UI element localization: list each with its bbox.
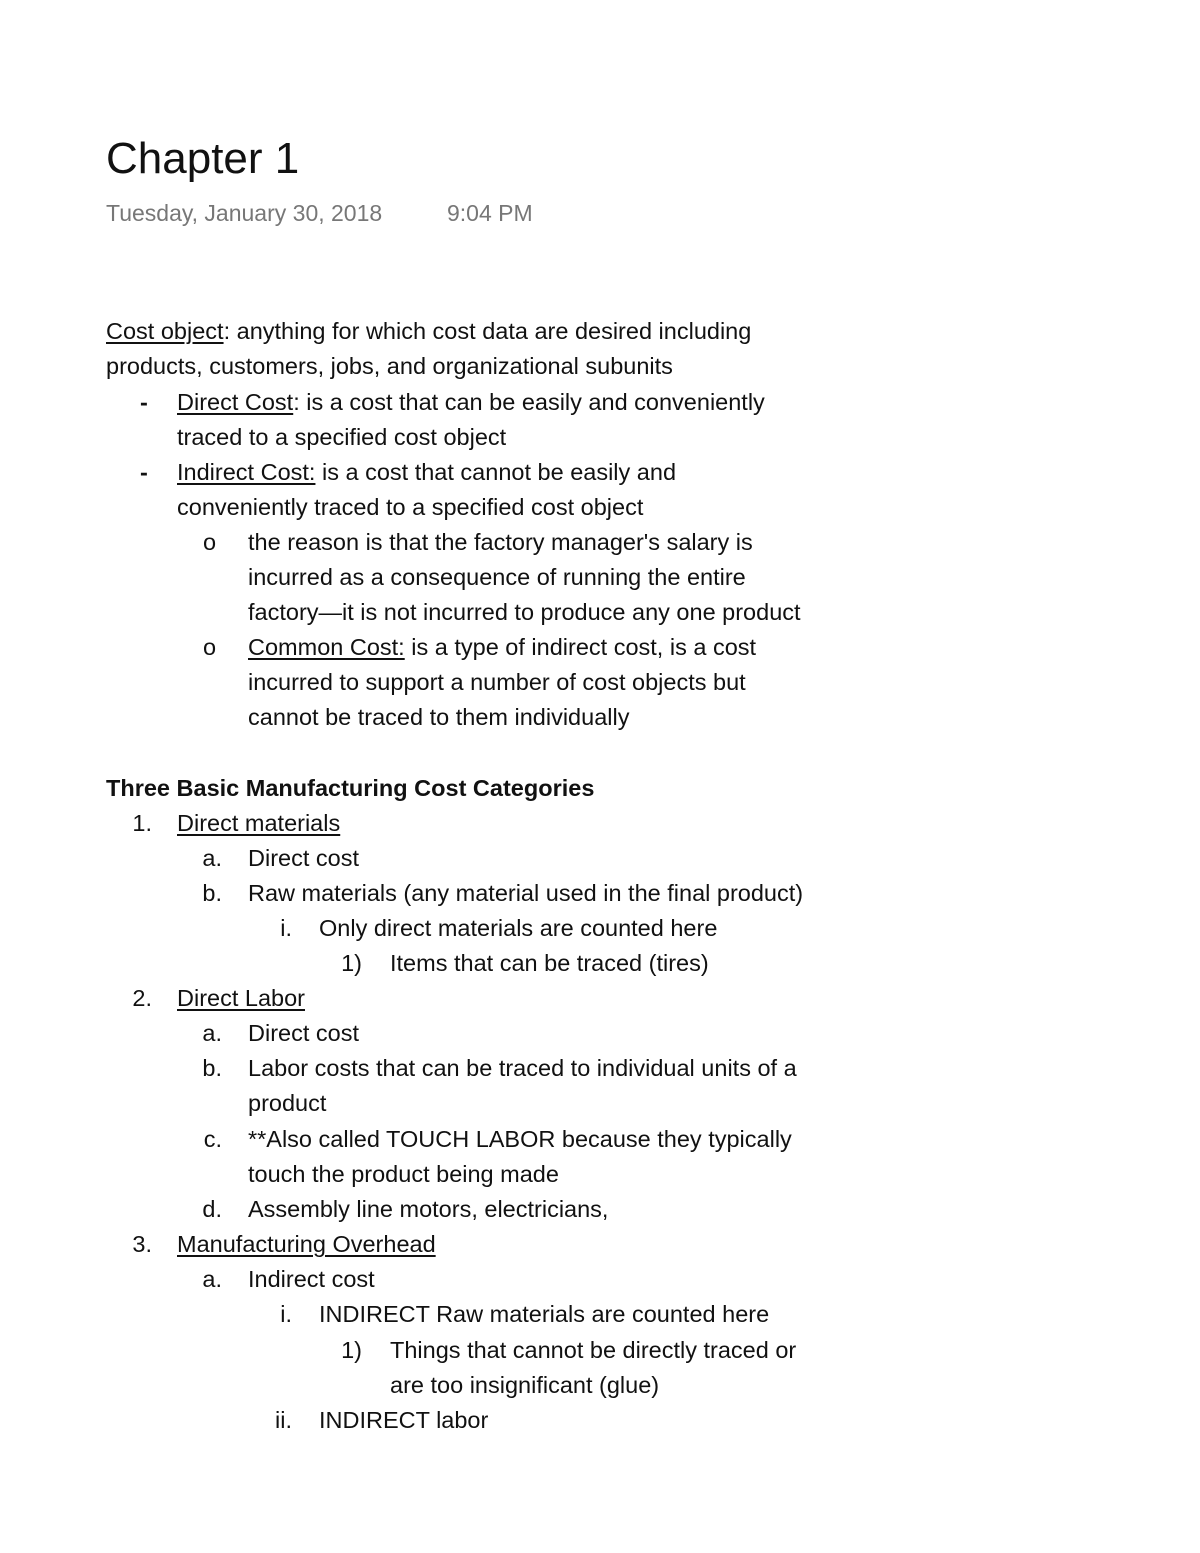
cost-object-line-2: products, customers, jobs, and organizational subunits (106, 353, 673, 379)
list-number: 1. (132, 810, 152, 836)
reason-line-1: the reason is that the factory manager's salary is (248, 529, 753, 555)
direct-cost-line-1 (177, 386, 765, 418)
overhead-item-1-line-2: are too insignificant (glue) (390, 1372, 660, 1398)
direct-cost-definition: : is a cost that can be easily and conveniently (293, 389, 765, 415)
indirect-cost-definition: is a cost that cannot be easily and (315, 459, 677, 485)
direct-materials-item-b: Raw materials (any material used in the final product) (248, 880, 804, 906)
list-paren-number: 1) (341, 1337, 362, 1363)
common-cost-line-3: cannot be traced to them individually (248, 704, 630, 730)
direct-labor-label: Direct Labor (177, 985, 305, 1011)
overhead-item-1-line-1: Things that cannot be directly traced or (390, 1337, 797, 1363)
list-letter: d. (202, 1196, 222, 1222)
reason-line-2: incurred as a consequence of running the entire (248, 564, 746, 590)
common-cost-line-1 (248, 631, 756, 663)
overhead-item-a: Indirect cost (248, 1266, 375, 1292)
overhead-item-i: INDIRECT Raw materials are counted here (319, 1301, 770, 1327)
overhead-label: Manufacturing Overhead (177, 1231, 436, 1257)
bullet-circle: o (203, 634, 217, 660)
list-letter: b. (202, 1055, 222, 1081)
cost-object-term: Cost object (106, 318, 224, 344)
direct-cost-line-2: traced to a specified cost object (177, 424, 507, 450)
list-number: 2. (132, 985, 152, 1011)
list-roman: i. (280, 915, 292, 941)
direct-labor-item-b-line-2: product (248, 1090, 327, 1116)
direct-materials-item-a: Direct cost (248, 845, 359, 871)
list-roman: i. (280, 1301, 292, 1327)
list-paren-number: 1) (341, 950, 362, 976)
list-letter: b. (202, 880, 222, 906)
overhead-item-ii: INDIRECT labor (319, 1407, 489, 1433)
direct-cost-term: Direct Cost (177, 389, 294, 415)
indirect-cost-line-2: conveniently traced to a specified cost object (177, 494, 644, 520)
bullet-circle: o (203, 529, 217, 555)
note-date: Tuesday, January 30, 2018 (106, 200, 383, 226)
direct-labor-item-b-line-1: Labor costs that can be traced to individual units of a (248, 1055, 797, 1081)
indirect-cost-term: Indirect Cost: (177, 459, 316, 485)
direct-materials-label: Direct materials (177, 810, 341, 836)
direct-labor-item-c-line-2: touch the product being made (248, 1161, 559, 1187)
common-cost-term: Common Cost: (248, 634, 405, 660)
cost-object-definition: : anything for which cost data are desired including (223, 318, 752, 344)
list-letter: a. (202, 1020, 222, 1046)
direct-materials-item-1: Items that can be traced (tires) (390, 950, 709, 976)
indirect-cost-line-1 (177, 456, 676, 488)
categories-heading: Three Basic Manufacturing Cost Categories (106, 775, 595, 801)
reason-line-3: factory—it is not incurred to produce any one product (248, 599, 801, 625)
cost-object-line-1 (106, 315, 751, 347)
list-number: 3. (132, 1231, 152, 1257)
page-title: Chapter 1 (106, 134, 300, 183)
direct-labor-item-a: Direct cost (248, 1020, 359, 1046)
common-cost-line-2: incurred to support a number of cost objects but (248, 669, 746, 695)
list-letter: c. (203, 1126, 222, 1152)
bullet-dash: - (140, 389, 148, 415)
list-roman: ii. (275, 1407, 292, 1433)
list-letter: a. (202, 1266, 222, 1292)
bullet-dash: - (140, 459, 148, 485)
direct-materials-item-i: Only direct materials are counted here (319, 915, 718, 941)
direct-labor-item-c-line-1: **Also called TOUCH LABOR because they typically (248, 1126, 792, 1152)
common-cost-definition: is a type of indirect cost, is a cost (404, 634, 757, 660)
direct-labor-item-d: Assembly line motors, electricians, (248, 1196, 609, 1222)
list-letter: a. (202, 845, 222, 871)
note-time: 9:04 PM (447, 200, 533, 226)
